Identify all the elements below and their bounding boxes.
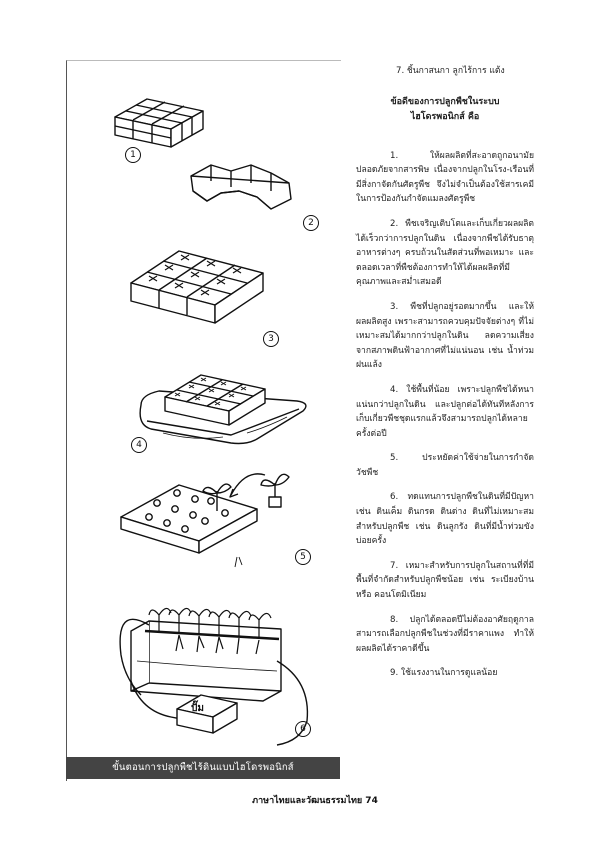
step-number-1: 1	[125, 147, 141, 163]
advantage-1: 1. ให้ผลผลิตที่สะอาดถูกอนามัย ปลอดภัยจากสารพิษ เนื่องจากปลูกในโรง-เรือนที่มีสิ่งกาจัดกันศัตรูพืช จึงไม่จำเป็นต้องใช้สารเคมีในการป้องกันกำจัดแมลงศัตรูพืช	[356, 150, 534, 205]
advantage-5: 5. ประหยัดค่าใช้จ่ายในการกำจัดวัชพืช	[356, 453, 534, 478]
step1-sponge-block	[115, 99, 203, 147]
illustration-panel	[66, 60, 341, 781]
step-number-4: 4	[131, 437, 147, 453]
step5-foam-sheet-with-seedlings	[121, 474, 289, 567]
step-number-3: 3	[263, 331, 279, 347]
advantage-6: 6. ทดแทนการปลูกพืชในดินที่มีปัญหา เช่น ดินเค็ม ดินกรด ดินด่าง ดินที่ไม่เหมาะสมสำหรับปลูกพืช เช่น ดินลูกรัง ดินที่มีน้ำท่วมขังบ่อยครั้ง	[356, 492, 534, 547]
pump-label: ปั๊ม	[191, 703, 204, 714]
advantage-7: 7. เหมาะสำหรับการปลูกในสถานที่ที่มีพื้นที่จำกัดสำหรับปลูกพืชน้อย เช่น ระเบียงบ้าน หรือ คอนโดมิเนียม	[356, 560, 534, 601]
step-number-5: 5	[295, 549, 311, 565]
step3-sponge-with-seeds	[131, 251, 263, 323]
advantage-8: 8. ปลูกได้ตลอดปีไม่ต้องอาศัยฤดูกาล สามารถเลือกปลูกพืชในช่วงที่มีราคาแพง ทำให้ผลผลิตได้ราคาดีขึ้น	[356, 614, 534, 654]
section-heading	[356, 95, 534, 125]
heading-line-2: ไฮโดรพอนิกส์ คือ	[410, 111, 480, 122]
advantages-column	[356, 64, 534, 681]
item-7-text: 7. ชิ้นกาสนกา ลูกไร้การ แต้ง	[396, 66, 505, 76]
step-number-6: 6	[295, 721, 311, 737]
heading-line-1: ข้อดีของการปลูกพืชในระบบ	[390, 96, 500, 107]
page-footer: ภาษาไทยและวัฒนธรรมไทย 74	[252, 796, 378, 806]
advantage-4: 4. ใช้พื้นที่น้อย เพราะปลูกพืชได้หนาแน่นกว่าปลูกในดิน และปลูกต่อได้ทันทีหลังการเก็บเกี่ยวพืชชุดแรกแล้วจึงสามารถปลูกได้หลายครั้งต่อปี	[356, 384, 534, 439]
advantage-3: 3. พืชที่ปลูกอยู่รอดมากขึ้น และให้ผลผลิตสูง เพราะสามารถควบคุมปัจจัยต่างๆ ที่ไม่เหมาะสมได้มากกว่าปลูกในดิน ลดความเสี่ยงจากสภาพดินฟ้าอากาศที่ไม่แน่นอน เช่น น้ำท่วม ฝนแล้ง	[356, 301, 534, 371]
advantage-2: 2. พืชเจริญเติบโตและเก็บเกี่ยวผลผลิตได้เร็วกว่าการปลูกในดิน เนื่องจากพืชได้รับธาตุอาหารต่างๆ ครบถ้วนในสัดส่วนที่พอเหมาะ และตลอดเวลาที่พืชต้องการทำให้ได้ผลผลิตที่มีคุณภาพและสม่ำเสมอดี	[356, 218, 534, 288]
step2-curved-sponge	[191, 165, 291, 209]
hydroponics-steps-illustration	[67, 61, 341, 761]
step-number-2: 2	[303, 215, 319, 231]
step6-hydroponic-tank	[120, 608, 307, 745]
illustration-caption: ขั้นตอนการปลูกพืชไร้ดินแบบไฮโดรพอนิกส์	[66, 757, 340, 779]
step4-tray-with-sponge	[140, 375, 306, 444]
advantage-9: 9. ใช้แรงงานในการดูแลน้อย	[390, 668, 498, 679]
